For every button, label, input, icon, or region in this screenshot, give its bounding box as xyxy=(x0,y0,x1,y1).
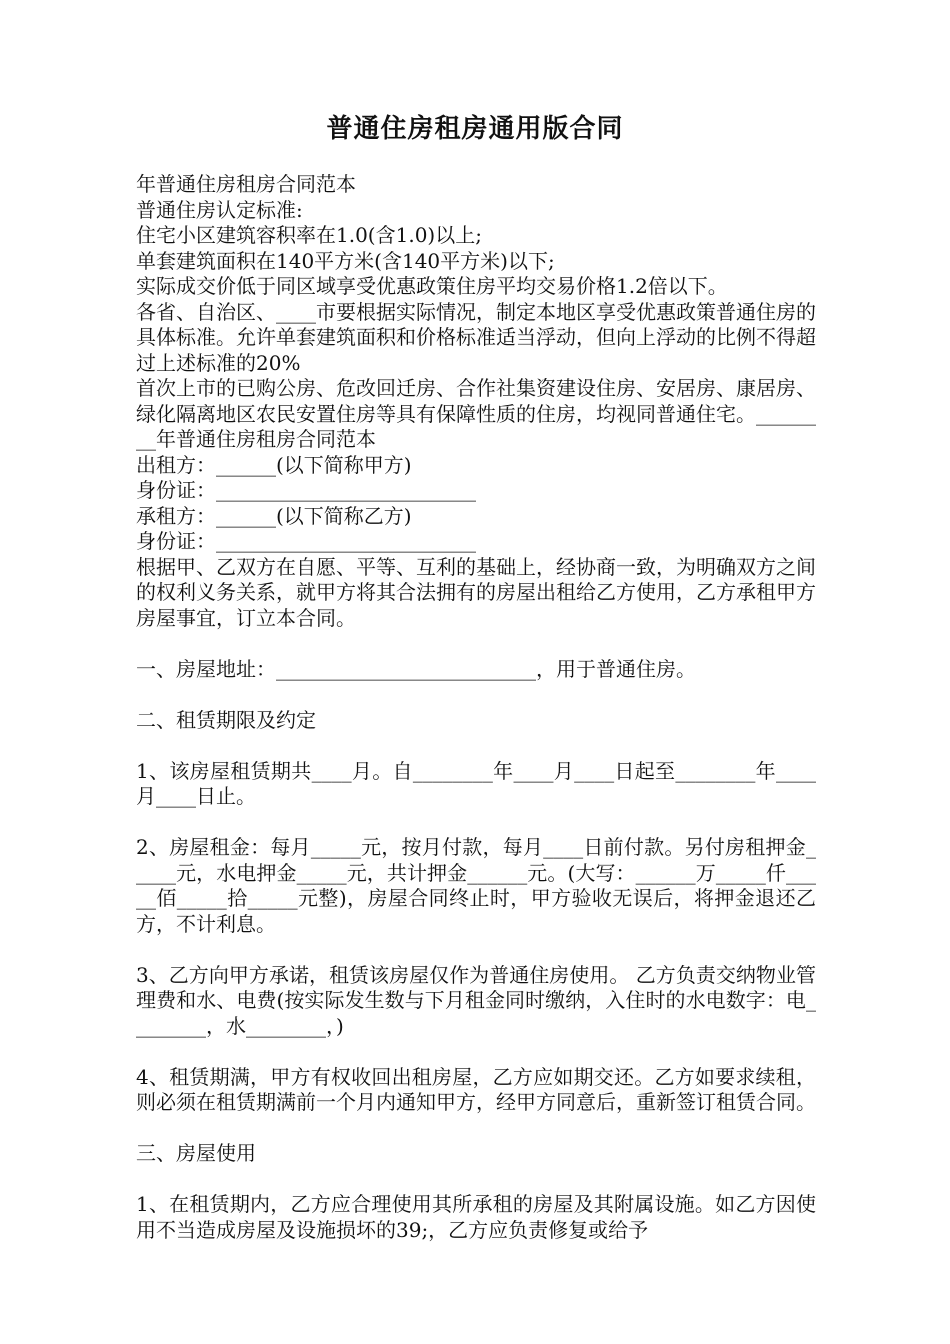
document-title: 普通住房租房通用版合同 xyxy=(326,114,624,144)
paragraph: 2、房屋租金：每月_____元，按月付款，每月____日前付款。另付房租押金_____元，水电押金_____元，共计押金______元。(大写：______万_____仟_____佰_____拾_____元整)，房屋合同终止时，甲方验收无误后，将押金退还乙方，不计利息。 xyxy=(136,835,816,936)
paragraph: 承租方：______(以下简称乙方) xyxy=(136,503,412,528)
paragraph: 三、房屋使用 xyxy=(136,1141,256,1165)
paragraph: 住宅小区建筑容积率在1.0(含1.0)以上; xyxy=(136,223,482,247)
paragraph: 1、该房屋租赁期共____月。自________年____月____日起至________年____月____日止。 xyxy=(136,758,816,808)
paragraph: 首次上市的已购公房、危改回迁房、合作社集资建设住房、安居房、康居房、绿化隔离地区农民安置住房等具有保障性质的住房，均视同普通住宅。________年普通住房租房合同范本 xyxy=(136,376,816,451)
paragraph: 根据甲、乙双方在自愿、平等、互利的基础上，经协商一致，为明确双方之间的权利义务关系，就甲方将其合法拥有的房屋出租给乙方使用，乙方承租甲方房屋事宜，订立本合同。 xyxy=(136,554,816,630)
paragraph: 单套建筑面积在140平方米(含140平方米)以下; xyxy=(136,248,555,273)
paragraph: 身份证：__________________________ xyxy=(136,529,476,553)
paragraph: 身份证：__________________________ xyxy=(136,478,476,502)
paragraph: 二、租赁期限及约定 xyxy=(136,707,316,732)
paragraph: 各省、自治区、____市要根据实际情况，制定本地区享受优惠政策普通住房的具体标准。允许单套建筑面积和价格标准适当浮动，但向上浮动的比例不得超过上述标准的20% xyxy=(136,299,816,375)
document-body xyxy=(136,172,816,1243)
paragraph: 普通住房认定标准: xyxy=(136,197,303,222)
paragraph: 一、房屋地址：__________________________，用于普通住房。 xyxy=(136,656,696,681)
paragraph: 出租方：______(以下简称甲方) xyxy=(136,452,412,477)
paragraph: 1、在租赁期内，乙方应合理使用其所承租的房屋及其附属设施。如乙方因使用不当造成房屋及设施损坏的39;，乙方应负责修复或给予 xyxy=(136,1192,816,1242)
paragraph: 实际成交价低于同区域享受优惠政策住房平均交易价格1.2倍以下。 xyxy=(136,274,728,298)
paragraph: 4、租赁期满，甲方有权收回出租房屋，乙方应如期交还。乙方如要求续租，则必须在租赁期满前一个月内通知甲方，经甲方同意后，重新签订租赁合同。 xyxy=(136,1064,816,1114)
paragraph: 3、乙方向甲方承诺，租赁该房屋仅作为普通住房使用。 乙方负责交纳物业管理费和水、电费(按实际发生数与下月租金同时缴纳，入住时的水电数字：电________，水________，) xyxy=(136,962,816,1038)
paragraph: 年普通住房租房合同范本 xyxy=(136,172,356,196)
